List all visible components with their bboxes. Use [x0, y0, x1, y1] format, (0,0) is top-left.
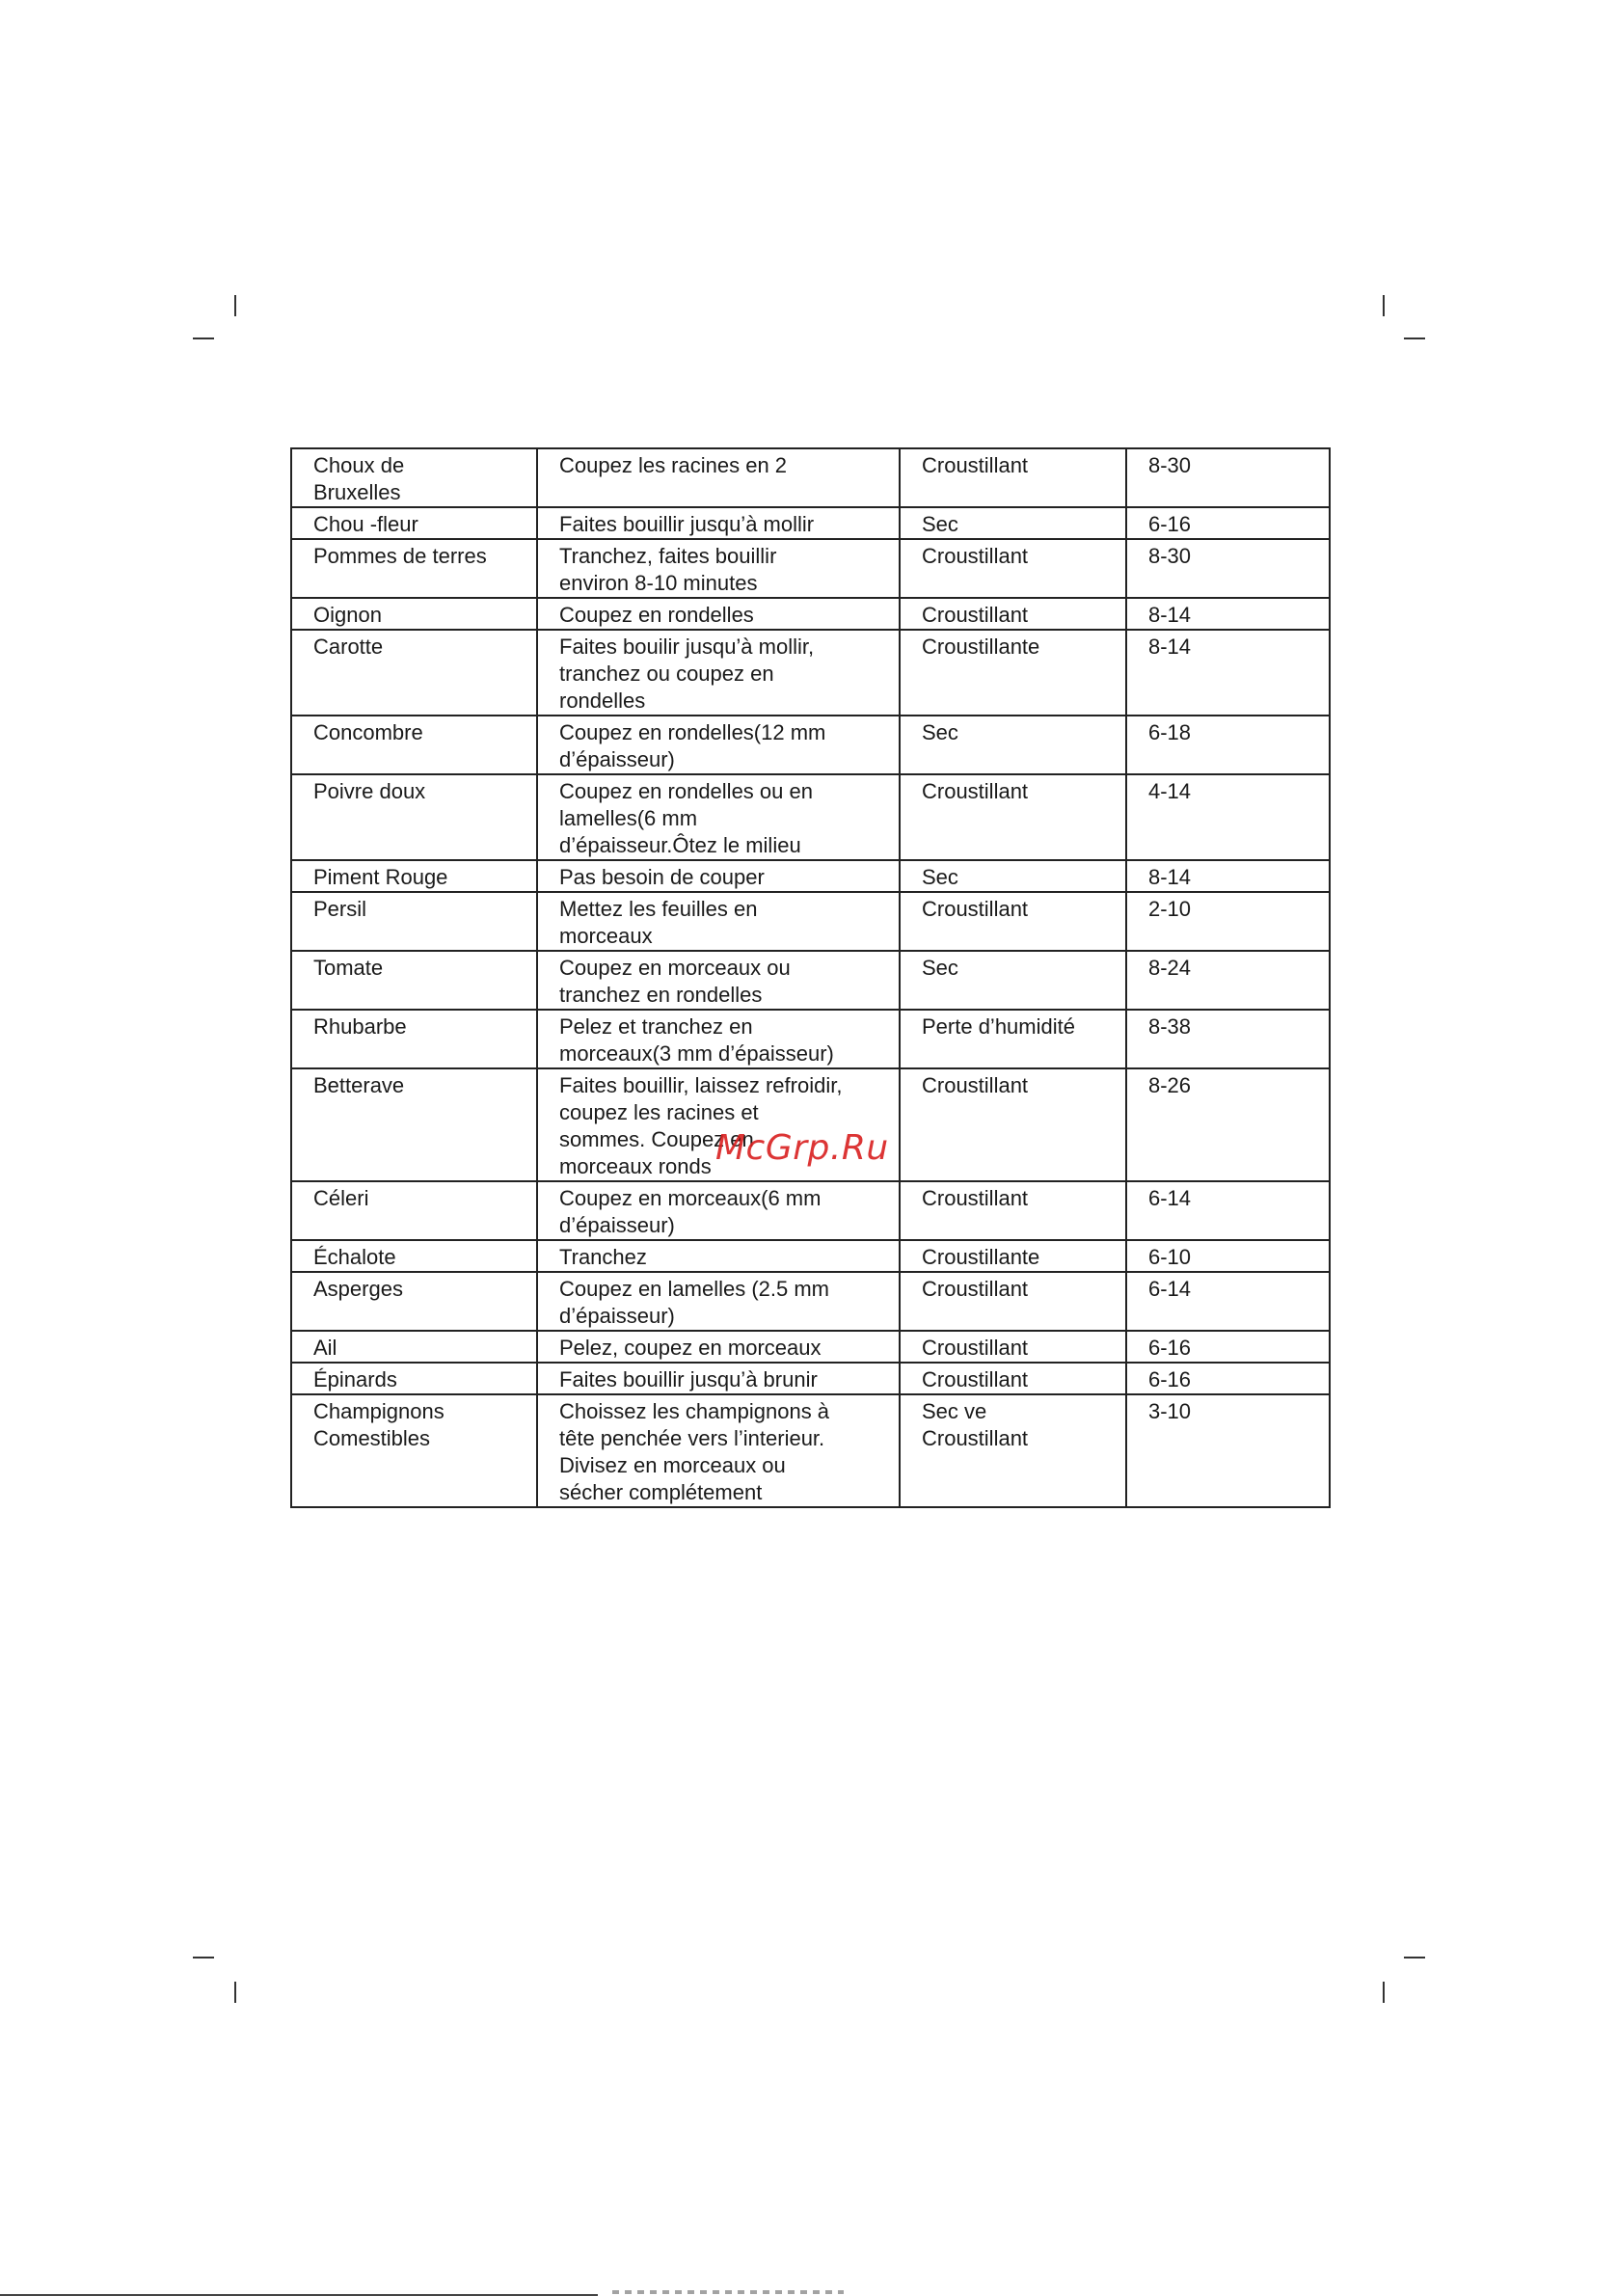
- hours-cell: 8-14: [1126, 860, 1330, 892]
- texture-cell: Sec ve Croustillant: [900, 1394, 1126, 1507]
- texture-cell: Sec: [900, 951, 1126, 1010]
- table-row: [291, 1272, 1330, 1331]
- hours-cell: 8-14: [1126, 630, 1330, 716]
- preparation-cell: Coupez en morceaux ou tranchez en rondelles: [537, 951, 900, 1010]
- table-row: [291, 860, 1330, 892]
- vegetable-cell: Concombre: [291, 716, 537, 774]
- crop-mark-bottom-left-vertical: [234, 1982, 236, 2003]
- table-row: [291, 1181, 1330, 1240]
- vegetable-drying-table: [290, 447, 1331, 1508]
- vegetable-cell: Champignons Comestibles: [291, 1394, 537, 1507]
- hours-cell: 2-10: [1126, 892, 1330, 951]
- preparation-cell: Tranchez, faites bouillir environ 8-10 minutes: [537, 539, 900, 598]
- table-row: [291, 951, 1330, 1010]
- table-row: [291, 1240, 1330, 1272]
- vegetable-cell: Persil: [291, 892, 537, 951]
- texture-cell: Sec: [900, 716, 1126, 774]
- crop-mark-top-left-horizontal: [193, 338, 214, 339]
- crop-mark-top-left-vertical: [234, 295, 236, 316]
- texture-cell: Croustillant: [900, 1068, 1126, 1181]
- preparation-cell: Coupez en rondelles ou en lamelles(6 mm d’épaisseur.Ôtez le milieu: [537, 774, 900, 860]
- hours-cell: 6-14: [1126, 1272, 1330, 1331]
- preparation-cell: Pas besoin de couper: [537, 860, 900, 892]
- table-body: [291, 448, 1330, 1507]
- vegetable-cell: Choux de Bruxelles: [291, 448, 537, 507]
- preparation-cell: Pelez, coupez en morceaux: [537, 1331, 900, 1363]
- vegetable-cell: Asperges: [291, 1272, 537, 1331]
- preparation-cell: Coupez en lamelles (2.5 mm d’épaisseur): [537, 1272, 900, 1331]
- preparation-cell: Mettez les feuilles en morceaux: [537, 892, 900, 951]
- vegetable-cell: Ail: [291, 1331, 537, 1363]
- texture-cell: Croustillant: [900, 1331, 1126, 1363]
- hours-cell: 3-10: [1126, 1394, 1330, 1507]
- vegetable-cell: Céleri: [291, 1181, 537, 1240]
- preparation-cell: Faites bouillir jusqu’à brunir: [537, 1363, 900, 1394]
- hours-cell: 6-16: [1126, 507, 1330, 539]
- crop-mark-bottom-right-vertical: [1383, 1982, 1385, 2003]
- texture-cell: Perte d’humidité: [900, 1010, 1126, 1068]
- bottom-edge-marks: [612, 2290, 844, 2294]
- table-row: [291, 774, 1330, 860]
- hours-cell: 6-18: [1126, 716, 1330, 774]
- table-row: [291, 448, 1330, 507]
- texture-cell: Croustillant: [900, 448, 1126, 507]
- vegetable-cell: Pommes de terres: [291, 539, 537, 598]
- preparation-cell: Coupez en morceaux(6 mm d’épaisseur): [537, 1181, 900, 1240]
- hours-cell: 8-24: [1126, 951, 1330, 1010]
- preparation-cell: Faites bouillir, laissez refroidir, coupez les racines et sommes. Coupez en morceaux ronds: [537, 1068, 900, 1181]
- vegetable-cell: Chou -fleur: [291, 507, 537, 539]
- table-row: [291, 892, 1330, 951]
- hours-cell: 8-38: [1126, 1010, 1330, 1068]
- vegetable-cell: Oignon: [291, 598, 537, 630]
- table-row: [291, 598, 1330, 630]
- table-row: [291, 1068, 1330, 1181]
- preparation-cell: Faites bouilir jusqu’à mollir, tranchez ou coupez en rondelles: [537, 630, 900, 716]
- table-row: [291, 716, 1330, 774]
- texture-cell: Croustillant: [900, 892, 1126, 951]
- hours-cell: 6-16: [1126, 1363, 1330, 1394]
- crop-mark-bottom-right-horizontal: [1404, 1957, 1425, 1958]
- vegetable-cell: Tomate: [291, 951, 537, 1010]
- texture-cell: Sec: [900, 507, 1126, 539]
- hours-cell: 8-14: [1126, 598, 1330, 630]
- vegetable-cell: Épinards: [291, 1363, 537, 1394]
- hours-cell: 8-30: [1126, 539, 1330, 598]
- table-row: [291, 1363, 1330, 1394]
- crop-mark-top-right-horizontal: [1404, 338, 1425, 339]
- table-row: [291, 507, 1330, 539]
- hours-cell: 6-16: [1126, 1331, 1330, 1363]
- vegetable-cell: Betterave: [291, 1068, 537, 1181]
- crop-mark-top-right-vertical: [1383, 295, 1385, 316]
- preparation-cell: Coupez en rondelles: [537, 598, 900, 630]
- vegetable-cell: Piment Rouge: [291, 860, 537, 892]
- hours-cell: 8-26: [1126, 1068, 1330, 1181]
- crop-mark-bottom-left-horizontal: [193, 1957, 214, 1958]
- preparation-cell: Coupez en rondelles(12 mm d’épaisseur): [537, 716, 900, 774]
- hours-cell: 6-14: [1126, 1181, 1330, 1240]
- vegetable-cell: Carotte: [291, 630, 537, 716]
- texture-cell: Croustillant: [900, 539, 1126, 598]
- table-row: [291, 630, 1330, 716]
- table-row: [291, 1394, 1330, 1507]
- table-row: [291, 539, 1330, 598]
- hours-cell: 4-14: [1126, 774, 1330, 860]
- texture-cell: Croustillant: [900, 1272, 1126, 1331]
- vegetable-cell: Échalote: [291, 1240, 537, 1272]
- preparation-cell: Faites bouillir jusqu’à mollir: [537, 507, 900, 539]
- texture-cell: Sec: [900, 860, 1126, 892]
- preparation-cell: Pelez et tranchez en morceaux(3 mm d’épaisseur): [537, 1010, 900, 1068]
- watermark: McGrp.Ru: [715, 1128, 889, 1168]
- hours-cell: 8-30: [1126, 448, 1330, 507]
- vegetable-cell: Rhubarbe: [291, 1010, 537, 1068]
- vegetable-cell: Poivre doux: [291, 774, 537, 860]
- table-row: [291, 1010, 1330, 1068]
- preparation-cell: Coupez les racines en 2: [537, 448, 900, 507]
- texture-cell: Croustillant: [900, 1363, 1126, 1394]
- texture-cell: Croustillant: [900, 598, 1126, 630]
- table-row: [291, 1331, 1330, 1363]
- preparation-cell: Tranchez: [537, 1240, 900, 1272]
- hours-cell: 6-10: [1126, 1240, 1330, 1272]
- texture-cell: Croustillante: [900, 630, 1126, 716]
- texture-cell: Croustillant: [900, 774, 1126, 860]
- texture-cell: Croustillant: [900, 1181, 1126, 1240]
- texture-cell: Croustillante: [900, 1240, 1126, 1272]
- preparation-cell: Choissez les champignons à tête penchée vers l’interieur. Divisez en morceaux ou sécher complétement: [537, 1394, 900, 1507]
